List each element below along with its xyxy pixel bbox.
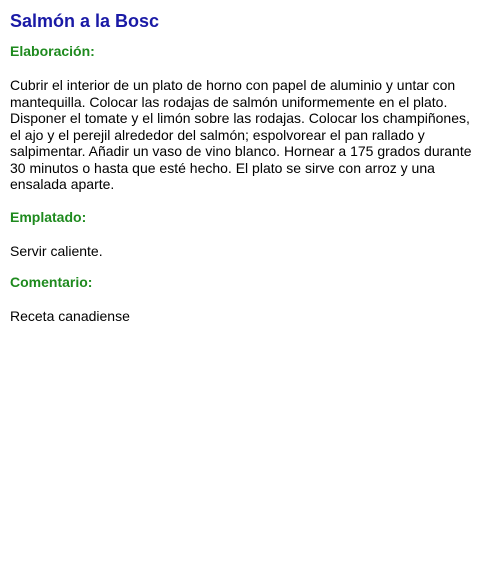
- emplatado-text: Servir caliente.: [10, 242, 103, 259]
- elaboracion-text: Cubrir el interior de un plato de horno con papel de aluminio y untar con mantequilla. Colocar las rodajas de salmón uniformemente en el plato. Disponer el tomate y el limón sobre las rodajas. Colocar los champiñones, el ajo y el perejil alrededor del salmón; espolvorear el pan rallado y salpimentar. Añadir un vaso de vino blanco. Hornear a 175 grados durante 30 minutos o hasta que esté hecho. El plato se sirve con arroz y una ensalada aparte.: [10, 77, 472, 192]
- emplatado-heading: Emplatado:: [10, 208, 87, 225]
- comentario-text: Receta canadiense: [10, 308, 130, 324]
- elaboracion-heading: Elaboración:: [10, 43, 95, 59]
- recipe-title: Salmón a la Bosc: [10, 11, 160, 31]
- comentario-heading: Comentario:: [10, 274, 93, 290]
